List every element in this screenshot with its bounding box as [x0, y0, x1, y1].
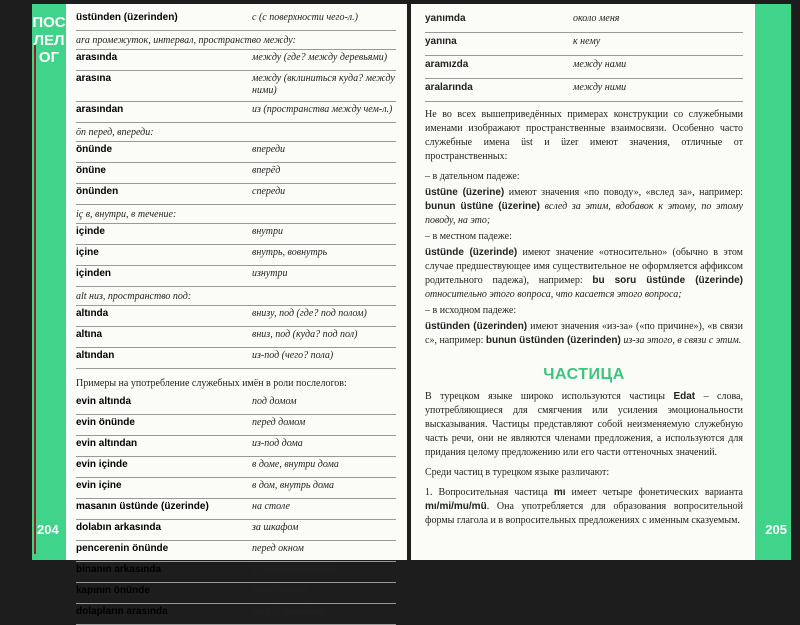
russian-translation: между ними: [573, 82, 627, 93]
turkish-term: dolapların arasında: [76, 606, 168, 617]
page-number-left: 204: [37, 522, 59, 537]
table-row: [76, 10, 396, 31]
russian-translation: перед домом: [252, 417, 306, 428]
table-row: [76, 394, 396, 415]
russian-translation: за шкафом: [252, 522, 299, 533]
russian-translation: за домом (зданием): [252, 564, 334, 575]
paragraph: [425, 230, 743, 244]
table-row: [76, 499, 396, 520]
turkish-term: evin altından: [76, 438, 138, 449]
table-row: [76, 520, 396, 541]
turkish-term: içinden: [76, 268, 112, 279]
paragraph-text: Не во всех вышеприведённых примерах конструкции со служебными именами изображают пространственные взаимосвязи. Особенно часто служебные имена üst и üzer имеют значения, отличные от пространственных:: [425, 109, 743, 162]
paragraph: [425, 304, 743, 318]
turkish-term: evin altında: [76, 396, 132, 407]
paragraph: [425, 108, 743, 164]
turkish-term: arasında: [76, 52, 118, 63]
postposition-note: iç в, внутри, в течение:: [76, 205, 396, 224]
table-row: [76, 306, 396, 327]
turkish-term: aralarında: [425, 82, 473, 93]
turkish-term: içinde: [76, 226, 105, 237]
paragraph-text: 1. Вопросительная частица: [425, 487, 554, 498]
term: üstünden (üzerinden): [425, 321, 528, 332]
table-row: [76, 327, 396, 348]
translation: вслед за этим, вдобавок к этому, по этому поводу, на это;: [425, 201, 743, 226]
table-row: [76, 50, 396, 71]
paragraph: [425, 466, 743, 480]
russian-translation: между (где? между деревьями): [252, 52, 388, 63]
paragraph-text: имеют значения «по поводу», «вслед за», например:: [504, 187, 743, 198]
table-row: [76, 245, 396, 266]
paragraph: [425, 186, 743, 228]
term: bu soru üstünde (üzerinde): [592, 275, 743, 286]
turkish-term: evin içinde: [76, 459, 128, 470]
table-row: [76, 266, 396, 287]
paragraph: [425, 320, 743, 348]
section-title-vertical: ПОСЛЕЛОГ: [32, 14, 66, 66]
term: mı/mi/mu/mü: [425, 501, 487, 512]
term: bunun üstüne (üzerine): [425, 201, 540, 212]
term: üstünde (üzerinde): [425, 247, 518, 258]
turkish-term: önüne: [76, 165, 106, 176]
paragraph-text: – в исходном падеже:: [425, 305, 517, 316]
paragraph-text: имеют значение «относительно» (обычно в этом случае предшествующее имя существительное не оформляется аффиксом родительного падежа), например:: [425, 247, 743, 286]
turkish-term: arasına: [76, 73, 112, 84]
term: mı: [553, 487, 566, 498]
turkish-term: altından: [76, 350, 115, 361]
table-row: [76, 457, 396, 478]
paragraph-text: имеет четыре фонетических варианта: [565, 487, 743, 498]
turkish-term: altına: [76, 329, 103, 340]
russian-translation: впереди: [252, 144, 286, 155]
russian-translation: около меня: [573, 13, 620, 24]
table-row: [76, 436, 396, 457]
table-row: [76, 562, 396, 583]
left-section-tab: [32, 4, 66, 560]
paragraph: [425, 390, 743, 460]
russian-translation: вперёд: [252, 165, 281, 176]
table-row: [76, 604, 396, 625]
paragraph-text: имеют значения «из-за» («по причине»), «в связи с», например:: [425, 321, 743, 346]
right-page-content: [425, 10, 743, 528]
russian-translation: в доме, внутри дома: [252, 459, 339, 470]
russian-translation: к нему: [573, 36, 601, 47]
turkish-term: evin içine: [76, 480, 122, 491]
translation: из-за этого, в связи с этим.: [620, 335, 742, 346]
russian-translation: между (вклиниться куда? между ними): [252, 73, 395, 96]
russian-translation: спереди: [252, 186, 286, 197]
table-row: [425, 33, 743, 56]
turkish-term: binanın arkasında: [76, 564, 162, 575]
turkish-term: evin önünde: [76, 417, 135, 428]
russian-translation: в дом, внутрь дома: [252, 480, 334, 491]
paragraph-text: – в дательном падеже:: [425, 171, 520, 182]
paragraph-text: В турецком языке широко используются частицы: [425, 391, 674, 402]
term: bunun üstünden (üzerinden): [485, 335, 621, 346]
russian-translation: внутрь, вовнутрь: [252, 247, 328, 258]
table-row: [76, 163, 396, 184]
turkish-term: yanımda: [425, 13, 466, 24]
examples-intro: Примеры на употребление служебных имён в роли послелогов:: [76, 378, 347, 389]
right-table: [425, 10, 743, 102]
page-edge-line: [34, 44, 36, 554]
russian-translation: из (пространства между чем-л.): [252, 104, 393, 115]
turkish-term: altında: [76, 308, 109, 319]
translation: относительно этого вопроса, что касается этого вопроса;: [425, 289, 682, 300]
turkish-term: pencerenin önünde: [76, 543, 169, 554]
russian-translation: из-под дома: [252, 438, 303, 449]
russian-translation: вниз, под (куда? под пол): [252, 329, 358, 340]
turkish-term: masanın üstünde (üzerinde): [76, 501, 209, 512]
turkish-term: içine: [76, 247, 99, 258]
paragraph: [425, 246, 743, 302]
russian-translation: из-под (чего? пола): [252, 350, 334, 361]
paragraph-text: – в местном падеже:: [425, 231, 512, 242]
turkish-term: arasından: [76, 104, 124, 115]
right-page: [411, 4, 791, 560]
paragraph-text: – слова, употребляющиеся для смягчения или усиления эмоциональности высказывания. Частицы представляют собой неизменяемую служебную часть речи, они не являются членами предложения, а используются для придания целому предложению или его части оттеночных значений.: [425, 391, 743, 458]
term: üstüne (üzerine): [425, 187, 505, 198]
left-page: [32, 4, 407, 617]
postposition-note: ara промежуток, интервал, пространство между:: [76, 31, 396, 50]
turkish-term: önünde: [76, 144, 113, 155]
postposition-note: alt низ, пространство под:: [76, 287, 396, 306]
russian-translation: на столе: [252, 501, 290, 512]
russian-translation: внутри: [252, 226, 283, 237]
table-row: [425, 56, 743, 79]
turkish-term: önünden: [76, 186, 119, 197]
paragraph: [425, 486, 743, 528]
table-row: [76, 348, 396, 369]
turkish-term: aramızda: [425, 59, 469, 70]
left-page-content: [76, 10, 396, 625]
page-number-right: 205: [765, 522, 787, 537]
table-row: [76, 102, 396, 123]
examples-table: [76, 394, 396, 625]
paragraph-text: . Она употребляется для образования вопросительной формы глагола и в вопросительных предложениях с именным сказуемым.: [425, 501, 743, 526]
russian-translation: внизу, под (где? под полом): [252, 308, 367, 319]
table-row: [76, 224, 396, 245]
russian-translation: под домом: [252, 396, 297, 407]
turkish-term: üstünden (üzerinden): [76, 12, 178, 23]
table-row: [76, 583, 396, 604]
russian-translation: между нами: [573, 59, 627, 70]
turkish-term: yanına: [425, 36, 457, 47]
turkish-term: dolabın arkasında: [76, 522, 162, 533]
section-heading: ЧАСТИЦА: [543, 366, 625, 383]
postposition-note: ön перед, впереди:: [76, 123, 396, 142]
turkish-term: kapının önünde: [76, 585, 150, 596]
table-row: [425, 10, 743, 33]
table-row: [425, 79, 743, 102]
right-section-tab: [755, 4, 791, 560]
paragraph: [425, 170, 743, 184]
postposition-table: [76, 10, 396, 369]
table-row: [76, 142, 396, 163]
russian-translation: перед дверью: [252, 585, 309, 596]
russian-translation: перед окном: [252, 543, 304, 554]
table-row: [76, 478, 396, 499]
table-row: [76, 541, 396, 562]
term: Edat: [673, 391, 696, 402]
table-row: [76, 415, 396, 436]
russian-translation: изнутри: [252, 268, 288, 279]
table-row: [76, 71, 396, 102]
russian-translation: между шкафами: [252, 606, 325, 617]
paragraph-text: Среди частиц в турецком языке различают:: [425, 467, 610, 478]
russian-translation: с (с поверхности чего-л.): [252, 12, 358, 23]
table-row: [76, 184, 396, 205]
